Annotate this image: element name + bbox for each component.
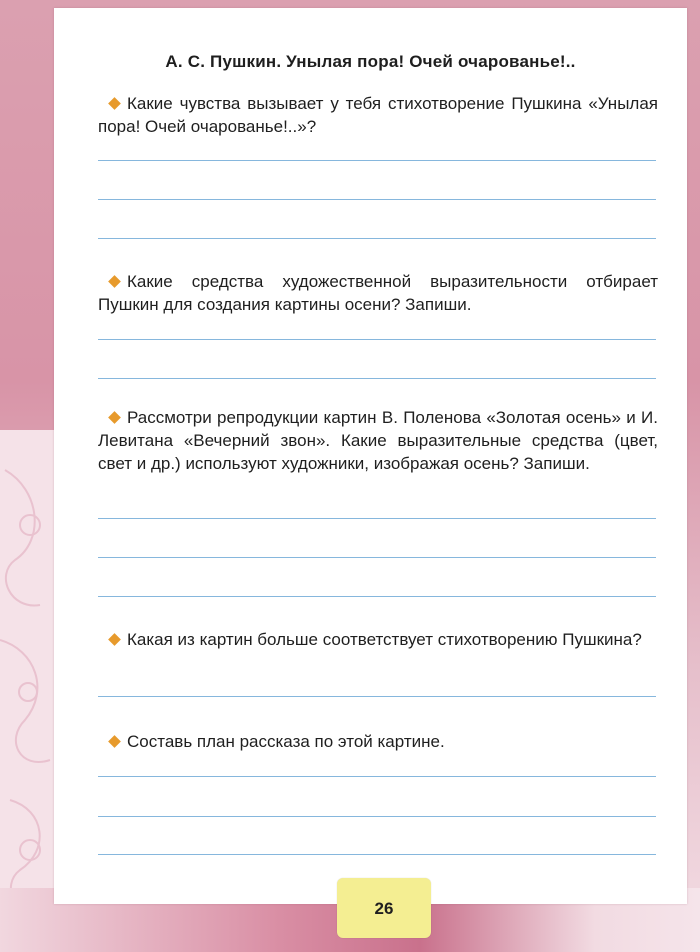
diamond-bullet-icon (108, 275, 121, 288)
question-3 (98, 406, 658, 475)
question-1 (98, 92, 658, 138)
question-1-text: Какие чувства вызывает у тебя стихотворение Пушкина «Унылая пора! Очей очарованье!..»? (98, 94, 658, 136)
question-2 (98, 270, 658, 316)
question-4-text: Какая из картин больше соответствует стихотворению Пушкина? (127, 630, 642, 649)
page-number-tab (337, 878, 431, 938)
page-number: 26 (374, 899, 394, 918)
answer-line[interactable] (98, 238, 656, 239)
diamond-bullet-icon (108, 97, 121, 110)
answer-line[interactable] (98, 160, 656, 161)
background-ornament (0, 430, 60, 952)
question-5 (98, 730, 658, 753)
diamond-bullet-icon (108, 411, 121, 424)
question-2-text: Какие средства художественной выразительности отбирает Пушкин для создания картины осени? Запиши. (98, 272, 658, 314)
answer-line[interactable] (98, 596, 656, 597)
answer-line[interactable] (98, 776, 656, 777)
answer-line[interactable] (98, 378, 656, 379)
answer-line[interactable] (98, 816, 656, 817)
diamond-bullet-icon (108, 633, 121, 646)
answer-line[interactable] (98, 696, 656, 697)
answer-line[interactable] (98, 199, 656, 200)
question-4 (98, 628, 658, 651)
workbook-sheet (54, 8, 687, 904)
answer-line[interactable] (98, 518, 656, 519)
diamond-bullet-icon (108, 735, 121, 748)
answer-line[interactable] (98, 557, 656, 558)
answer-line[interactable] (98, 339, 656, 340)
question-5-text: Составь план рассказа по этой картине. (127, 732, 445, 751)
page-title: А. С. Пушкин. Унылая пора! Очей очарованье!.. (165, 52, 576, 71)
question-3-text: Рассмотри репродукции картин В. Поленова «Золотая осень» и И. Левитана «Вечерний звон». Какие выразительные средства (цвет, свет и др.) используют художники, изображая осень? Запиши. (98, 408, 658, 473)
answer-line[interactable] (98, 854, 656, 855)
